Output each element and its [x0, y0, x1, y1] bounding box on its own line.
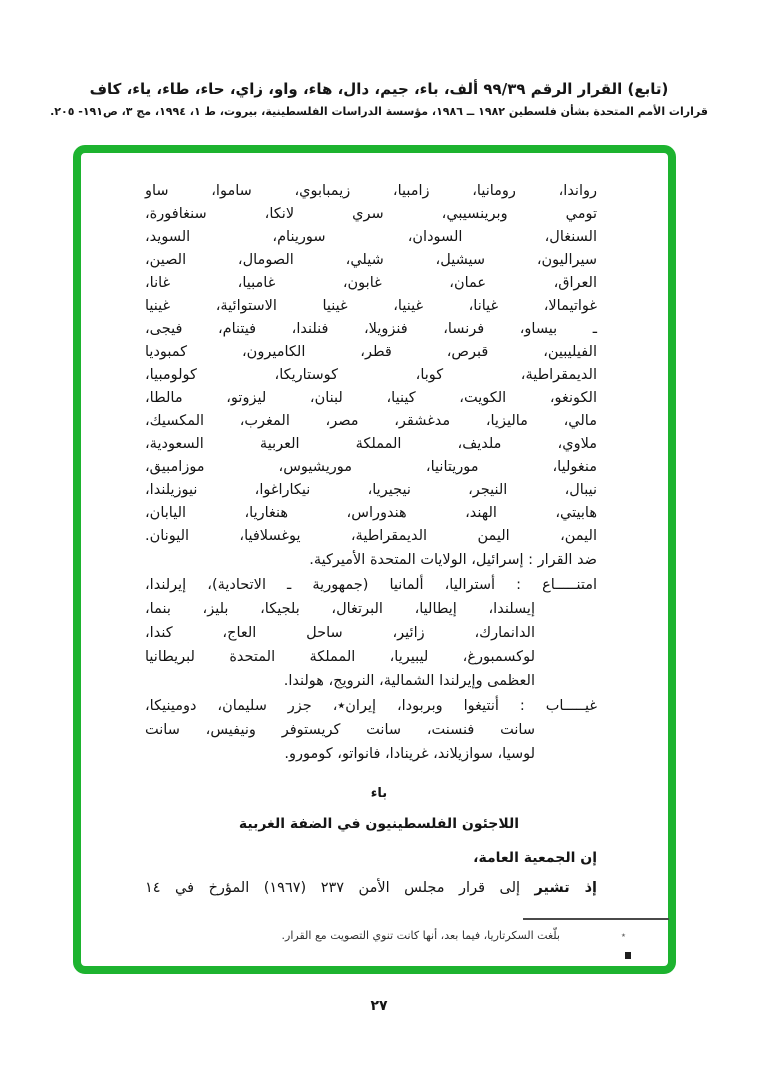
vote-absent-block [145, 694, 597, 766]
country-line: سيراليون، سيشيل، شيلي، الصومال، الصين، [145, 252, 597, 268]
vote-abstain-block [145, 573, 597, 693]
country-line: تومي وبرينسيبي، سري لانكا، سنغافورة، [145, 206, 597, 222]
country-line: منغوليا، موريتانيا، موريشيوس، موزامبيق، [145, 459, 597, 475]
vote-against-label: ضد القرار [537, 552, 597, 568]
preamble-lead: إن الجمعية العامة، [473, 850, 597, 866]
scan-artifact [625, 952, 631, 959]
country-line: هابيتي، الهند، هندوراس، هنغاريا، اليابان، [145, 505, 597, 521]
preamble-lead-words: إذ تشير [534, 880, 597, 896]
country-line: مالي، ماليزيا، مدغشقر، مصر، المغرب، المكسيك، [145, 413, 597, 429]
section-letter-heading: باء [370, 786, 388, 801]
country-line: العظمى وإيرلندا الشمالية، النرويج، هولندا. [283, 673, 535, 689]
vote-against-text: : إسرائيل، الولايات المتحدة الأميركية. [309, 552, 534, 568]
vote-abstain-label: امتنـــــاع [542, 577, 597, 593]
country-line: رواندا، رومانيا، زامبيا، زيمبابوي، ساموا، ساو [145, 183, 597, 199]
vote-absent-label: غيـــــاب [545, 698, 597, 714]
resolution-header-title: (تابع) القرار الرقم ٩٩/٣٩ ألف، باء، جيم، دال، هاء، واو، زاي، حاء، طاء، ياء، كاف [89, 80, 669, 98]
source-citation-line: قرارات الأمم المتحدة بشأن فلسطين ١٩٨٢ ــ ١٩٨٦، مؤسسة الدراسات الفلسطينية، بيروت، ط ١، ١٩٩٤، مج ٣، ص١٩١- ٢٠٥. [50, 105, 708, 118]
country-line: ملاوي، ملديف، المملكة العربية السعودية، [145, 436, 597, 452]
page-number: ٢٧ [370, 998, 388, 1014]
footnote-divider [523, 918, 669, 920]
country-line: غواتيمالا، غيانا، غينيا، غينيا الاستوائية، غينيا [145, 298, 597, 314]
footnote-text: بلّغت السكرتاريا، فيما بعد، أنها كانت تنوي التصويت مع القرار. [281, 929, 560, 942]
country-line: الديمقراطية، كوبا، كوستاريكا، كولومبيا، [145, 367, 597, 383]
country-line: إيسلندا، إيطاليا، البرتغال، بلجيكا، بليز، بنما، [145, 601, 535, 617]
country-line: السنغال، السودان، سورينام، السويد، [145, 229, 597, 245]
country-line: اليمن، اليمن الديمقراطية، يوغسلافيا، اليونان. [145, 528, 597, 544]
country-line: الكونغو، الكويت، كينيا، لبنان، ليزوتو، مالطا، [145, 390, 597, 406]
country-line: لوكسمبورغ، ليبيريا، المملكة المتحدة لبريطانيا [145, 649, 535, 665]
country-line: لوسيا، سوازيلاند، غرينادا، فانواتو، كومورو. [284, 746, 535, 762]
country-line: سانت فنسنت، سانت كريستوفر ونيفيس، سانت [145, 722, 535, 738]
preamble-rest: إلى قرار مجلس الأمن ٢٣٧ (١٩٦٧) المؤرخ في ١٤ [145, 880, 521, 896]
country-line: نيبال، النيجر، نيجيريا، نيكاراغوا، نيوزيلندا، [145, 482, 597, 498]
country-line: الدانمارك، زائير، ساحل العاج، كندا، [145, 625, 535, 641]
vote-against-block [145, 549, 597, 572]
vote-favor-list [145, 180, 597, 548]
section-title: اللاجئون الفلسطينيون في الضفة الغربية [238, 816, 520, 832]
country-line: الفيليبين، قبرص، قطر، الكاميرون، كمبوديا [145, 344, 597, 360]
footnote-marker: ٭ [621, 931, 626, 941]
country-line: العراق، عمان، غابون، غامبيا، غانا، [145, 275, 597, 291]
vote-abstain-first-line: : أستراليا، ألمانيا (جمهورية ـ الاتحادية)، إيرلندا، [145, 577, 522, 593]
vote-absent-first-line: : أنتيغوا وبربودا، إيران٭، جزر سليمان، دومينيكا، [145, 698, 525, 714]
country-line: ـ بيساو، فرنسا، فنزويلا، فنلندا، فيتنام، فيجى، [145, 321, 597, 337]
preamble-line [145, 877, 597, 900]
